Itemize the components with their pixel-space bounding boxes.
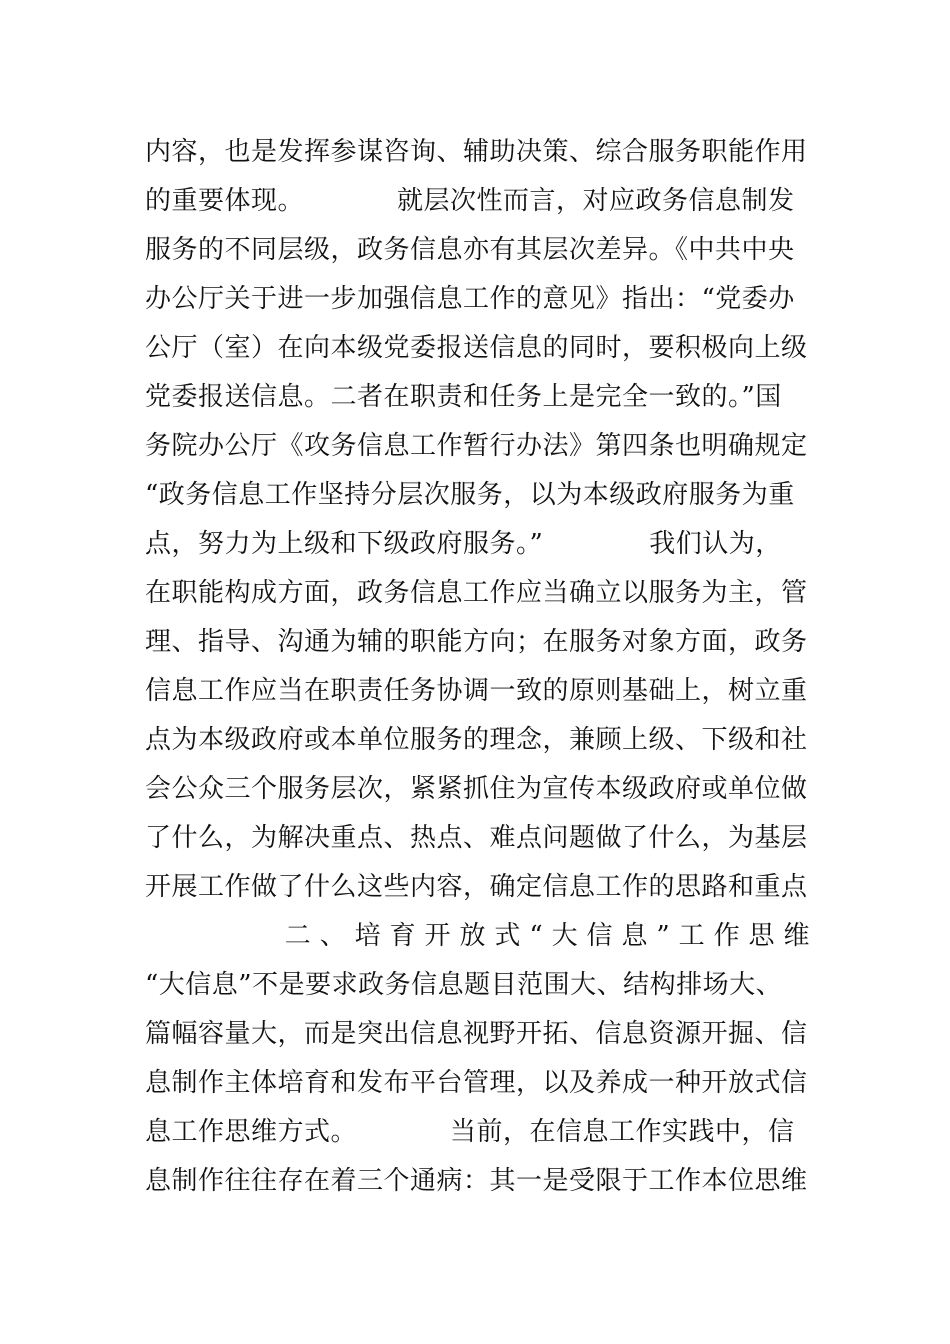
text-line: 篇幅容量大，而是突出信息视野开拓、信息资源开掘、信 [145, 1019, 808, 1049]
text-line: 服务的不同层级，政务信息亦有其层次差异。《中共中央 [145, 235, 795, 265]
text-line: “大信息”不是要求政务信息题目范围大、结构排场大、 [145, 970, 783, 1000]
body-text [145, 128, 810, 1206]
text-line: 息工作思维方式。 当前，在信息工作实践中，信 [145, 1117, 795, 1147]
text-line: 点为本级政府或本单位服务的理念，兼顾上级、下级和社 [145, 725, 808, 755]
text-line: 理、指导、沟通为辅的职能方向；在服务对象方面，政务 [145, 627, 808, 657]
text-line: 会公众三个服务层次，紧紧抓住为宣传本级政府或单位做 [145, 774, 808, 804]
text-line: 办公厅关于进一步加强信息工作的意见》指出：“党委办 [145, 284, 795, 314]
text-line: 党委报送信息。二者在职责和任务上是完全一致的。”国 [145, 382, 782, 412]
text-line: 内容，也是发挥参谋咨询、辅助决策、综合服务职能作用 [145, 137, 808, 167]
text-line: 信息工作应当在职责任务协调一致的原则基础上，树立重 [145, 676, 808, 706]
text-line: 在职能构成方面，政务信息工作应当确立以服务为主，管 [145, 578, 808, 608]
text-line: “政务信息工作坚持分层次服务，以为本级政府服务为重 [145, 480, 795, 510]
text-line: 息制作主体培育和发布平台管理，以及养成一种开放式信 [145, 1068, 808, 1098]
text-line: 息制作往往存在着三个通病：其一是受限于工作本位思维 [145, 1166, 808, 1196]
text-line: 务院办公厅《攻务信息工作暂行办法》第四条也明确规定 [145, 431, 808, 461]
text-line: 了什么，为解决重点、热点、难点问题做了什么，为基层 [145, 823, 808, 853]
text-line: 点，努力为上级和下级政府服务。” 我们认为， [145, 529, 782, 559]
text-line: 公厅（室）在向本级党委报送信息的同时，要积极向上级 [145, 333, 808, 363]
text-line: 的重要体现。 就层次性而言，对应政务信息制发 [145, 186, 795, 216]
text-line: 开展工作做了什么这些内容，确定信息工作的思路和重点 [145, 872, 808, 902]
section-heading: 二、培育开放式“大信息”工作思维 [145, 921, 810, 951]
